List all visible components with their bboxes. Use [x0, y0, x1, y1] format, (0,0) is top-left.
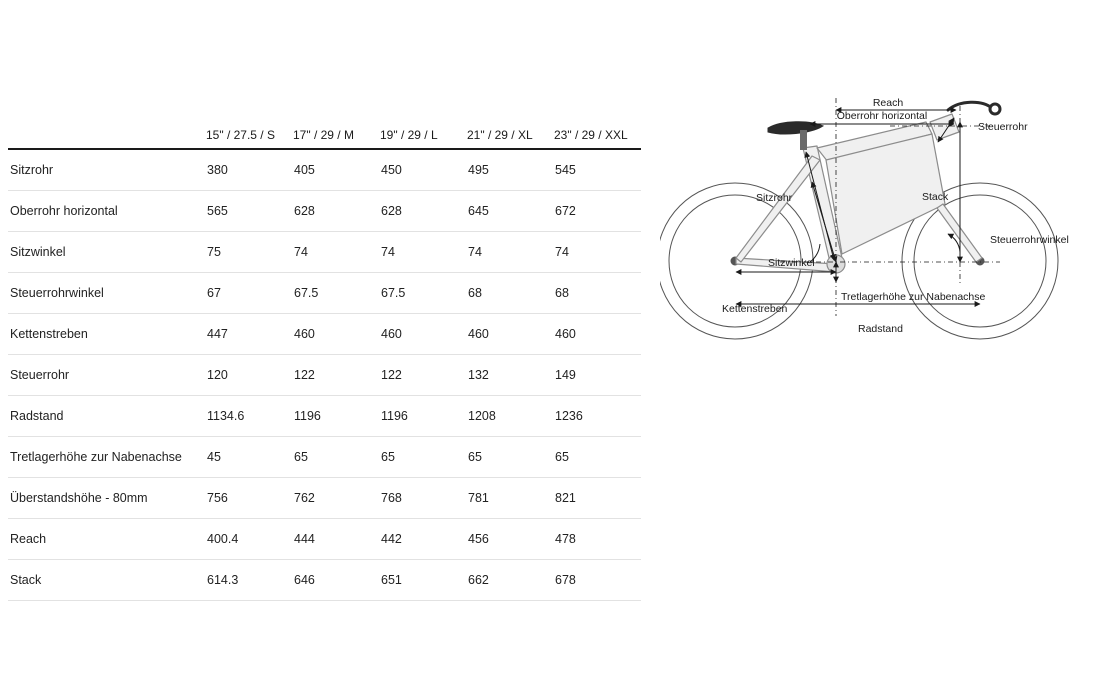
- cell-sitzrohr-s: 380: [206, 149, 293, 191]
- table-row: [8, 560, 641, 601]
- cell-ueberstandshoehe-xxl: 821: [554, 478, 641, 519]
- cell-kettenstreben-l: 460: [380, 314, 467, 355]
- cell-stack-xxl: 678: [554, 560, 641, 601]
- cell-sitzwinkel-xl: 74: [467, 232, 554, 273]
- label-stack: Stack: [922, 191, 949, 203]
- label-reach: Reach: [872, 97, 904, 109]
- cell-radstand-xxl: 1236: [554, 396, 641, 437]
- cell-tretlagerhoehe-s: 45: [206, 437, 293, 478]
- cell-oberrohr-m: 628: [293, 191, 380, 232]
- table-row: [8, 437, 641, 478]
- cell-steuerrohrwinkel-xl: 68: [467, 273, 554, 314]
- geometry-table-container: [8, 108, 648, 601]
- bike-handlebar-graphic: [948, 102, 1000, 114]
- label-sitzwinkel: Sitzwinkel: [768, 257, 815, 269]
- table-row: [8, 355, 641, 396]
- cell-tretlagerhoehe-xxl: 65: [554, 437, 641, 478]
- cell-sitzrohr-m: 405: [293, 149, 380, 191]
- row-label-reach: Reach: [8, 519, 206, 560]
- cell-ueberstandshoehe-m: 762: [293, 478, 380, 519]
- column-header-xxl: 23" / 29 / XXL: [554, 108, 641, 149]
- cell-sitzrohr-xxl: 545: [554, 149, 641, 191]
- table-row: [8, 478, 641, 519]
- cell-radstand-m: 1196: [293, 396, 380, 437]
- row-label-sitzrohr: Sitzrohr: [8, 149, 206, 191]
- cell-radstand-s: 1134.6: [206, 396, 293, 437]
- label-tretlagerhoehe: Tretlagerhöhe zur Nabenachse: [841, 291, 986, 303]
- cell-reach-xxl: 478: [554, 519, 641, 560]
- cell-reach-l: 442: [380, 519, 467, 560]
- cell-reach-m: 444: [293, 519, 380, 560]
- cell-tretlagerhoehe-l: 65: [380, 437, 467, 478]
- table-row: [8, 191, 641, 232]
- cell-steuerrohrwinkel-m: 67.5: [293, 273, 380, 314]
- column-header-l: 19" / 29 / L: [380, 108, 467, 149]
- cell-sitzwinkel-xxl: 74: [554, 232, 641, 273]
- cell-tretlagerhoehe-m: 65: [293, 437, 380, 478]
- cell-steuerrohrwinkel-s: 67: [206, 273, 293, 314]
- cell-tretlagerhoehe-xl: 65: [467, 437, 554, 478]
- column-header-s: 15" / 27.5 / S: [206, 108, 293, 149]
- cell-stack-xl: 662: [467, 560, 554, 601]
- cell-sitzrohr-l: 450: [380, 149, 467, 191]
- cell-reach-s: 400.4: [206, 519, 293, 560]
- cell-oberrohr-s: 565: [206, 191, 293, 232]
- cell-steuerrohrwinkel-l: 67.5: [380, 273, 467, 314]
- table-row: [8, 396, 641, 437]
- cell-reach-xl: 456: [467, 519, 554, 560]
- cell-stack-m: 646: [293, 560, 380, 601]
- cell-sitzrohr-xl: 495: [467, 149, 554, 191]
- cell-stack-l: 651: [380, 560, 467, 601]
- cell-sitzwinkel-s: 75: [206, 232, 293, 273]
- cell-steuerrohr-l: 122: [380, 355, 467, 396]
- table-row: [8, 519, 641, 560]
- table-row: [8, 314, 641, 355]
- table-row: [8, 232, 641, 273]
- row-label-sitzwinkel: Sitzwinkel: [8, 232, 206, 273]
- row-label-ueberstandshoehe: Überstandshöhe - 80mm: [8, 478, 206, 519]
- cell-steuerrohr-m: 122: [293, 355, 380, 396]
- table-corner-header: [8, 108, 206, 149]
- cell-kettenstreben-xxl: 460: [554, 314, 641, 355]
- cell-radstand-l: 1196: [380, 396, 467, 437]
- bike-geometry-diagram: [660, 86, 1110, 386]
- table-header-row: [8, 108, 641, 149]
- cell-sitzwinkel-m: 74: [293, 232, 380, 273]
- cell-ueberstandshoehe-xl: 781: [467, 478, 554, 519]
- geometry-table-body: [8, 149, 641, 601]
- row-label-steuerrohrwinkel: Steuerrohrwinkel: [8, 273, 206, 314]
- table-row: [8, 273, 641, 314]
- column-header-m: 17" / 29 / M: [293, 108, 380, 149]
- label-steuerrohr: Steuerrohr: [978, 121, 1028, 133]
- cell-kettenstreben-m: 460: [293, 314, 380, 355]
- cell-steuerrohr-xl: 132: [467, 355, 554, 396]
- geometry-table-head: [8, 108, 641, 149]
- label-steuerrohrwinkel: Steuerrohrwinkel: [990, 234, 1069, 246]
- label-oberrohr-horizontal: Oberrohr horizontal: [836, 110, 928, 122]
- cell-kettenstreben-s: 447: [206, 314, 293, 355]
- row-label-kettenstreben: Kettenstreben: [8, 314, 206, 355]
- geometry-table: [8, 108, 641, 601]
- row-label-radstand: Radstand: [8, 396, 206, 437]
- cell-radstand-xl: 1208: [467, 396, 554, 437]
- row-label-steuerrohr: Steuerrohr: [8, 355, 206, 396]
- cell-oberrohr-l: 628: [380, 191, 467, 232]
- cell-stack-s: 614.3: [206, 560, 293, 601]
- label-radstand: Radstand: [858, 323, 903, 335]
- cell-sitzwinkel-l: 74: [380, 232, 467, 273]
- cell-ueberstandshoehe-s: 756: [206, 478, 293, 519]
- cell-kettenstreben-xl: 460: [467, 314, 554, 355]
- cell-steuerrohr-xxl: 149: [554, 355, 641, 396]
- table-row: [8, 149, 641, 191]
- row-label-stack: Stack: [8, 560, 206, 601]
- cell-oberrohr-xxl: 672: [554, 191, 641, 232]
- label-kettenstreben: Kettenstreben: [722, 303, 788, 315]
- cell-ueberstandshoehe-l: 768: [380, 478, 467, 519]
- row-label-oberrohr-horizontal: Oberrohr horizontal: [8, 191, 206, 232]
- cell-oberrohr-xl: 645: [467, 191, 554, 232]
- row-label-tretlagerhoehe: Tretlagerhöhe zur Nabenachse: [8, 437, 206, 478]
- label-sitzrohr: Sitzrohr: [756, 192, 793, 204]
- cell-steuerrohr-s: 120: [206, 355, 293, 396]
- cell-steuerrohrwinkel-xxl: 68: [554, 273, 641, 314]
- column-header-xl: 21" / 29 / XL: [467, 108, 554, 149]
